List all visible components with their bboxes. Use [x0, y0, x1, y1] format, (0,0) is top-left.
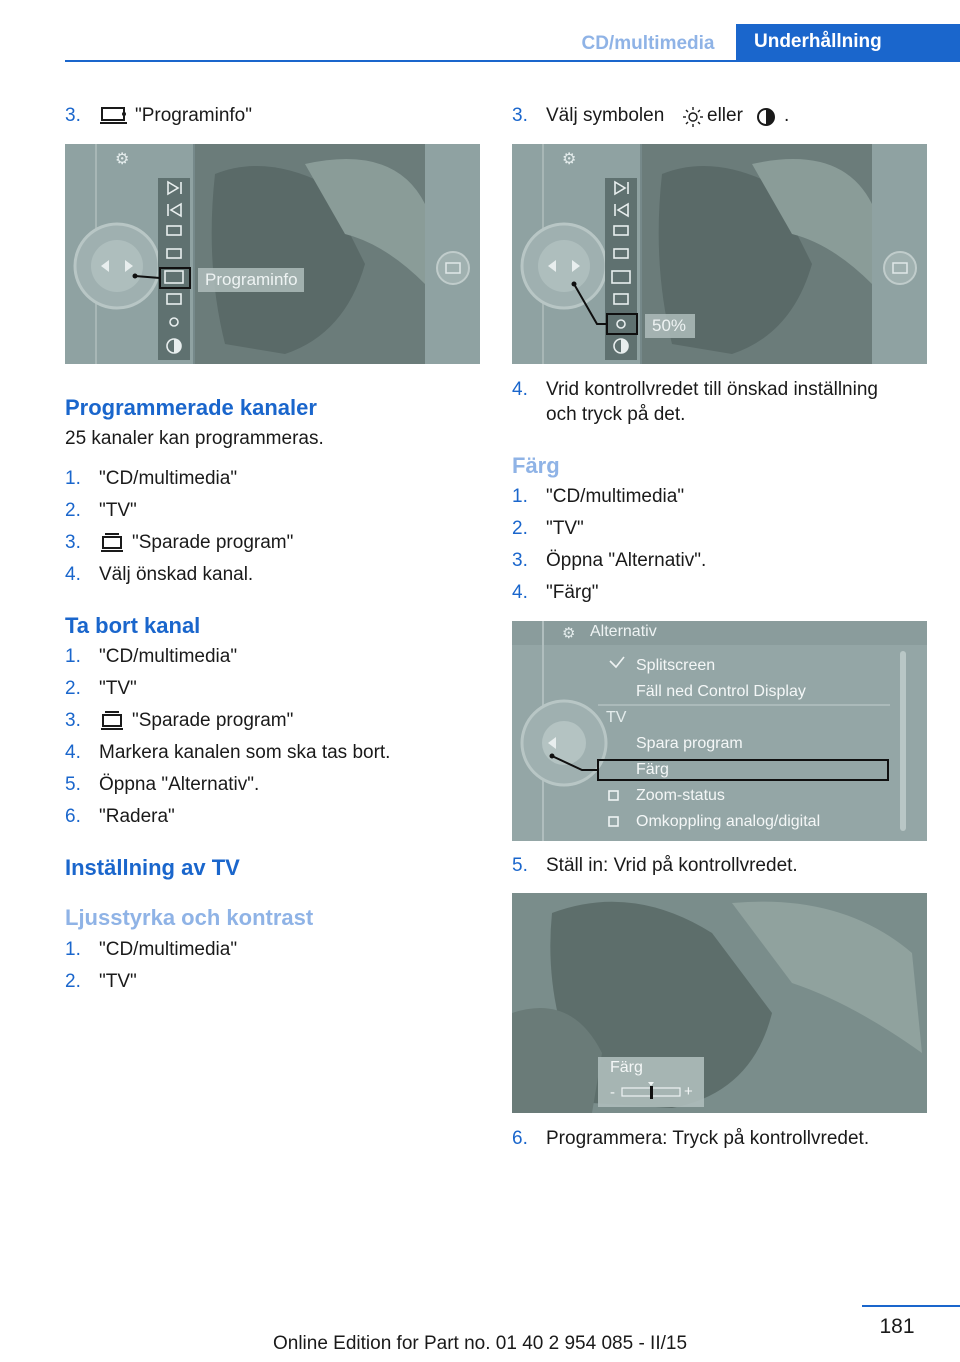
header-tab-cd-multimedia: CD/multimedia	[581, 32, 715, 54]
menu-item-zoom-status[interactable]: Zoom-status	[636, 787, 725, 804]
stored-programs-icon	[99, 533, 125, 553]
shot1-label: Programinfo	[205, 270, 298, 289]
menu-item-splitscreen[interactable]: Splitscreen	[636, 657, 716, 674]
menu-background	[512, 621, 927, 841]
menu-item-color[interactable]: Färg	[636, 761, 669, 778]
svg-text:⚙: ⚙	[562, 625, 576, 642]
tv-screen-image	[512, 893, 927, 1113]
svg-text:⚙: ⚙	[115, 151, 130, 168]
menu-section-tv: TV	[606, 709, 627, 726]
footer-rule	[862, 1305, 960, 1307]
edition-note: Online Edition for Part no. 01 40 2 954 085 - II/15	[272, 1333, 688, 1354]
programmed-intro: 25 kanaler kan programmeras.	[65, 428, 324, 449]
stored-programs-icon	[99, 711, 125, 731]
tv-screen-icon	[99, 106, 129, 126]
menu-item-fold-display[interactable]: Fäll ned Control Display	[636, 683, 806, 700]
programmed-heading: Programmerade kanaler	[65, 395, 317, 420]
menu-item-store-program[interactable]: Spara program	[636, 735, 743, 752]
delete-heading: Ta bort kanal	[65, 613, 201, 638]
header-rule	[65, 60, 960, 62]
menu-title: Alternativ	[590, 623, 657, 640]
page-number: 181	[879, 1315, 915, 1338]
contrast-icon	[755, 106, 777, 128]
screenshot-color-slider	[512, 893, 927, 1113]
screenshot-options-menu	[512, 621, 927, 841]
screenshot-brightness	[512, 144, 927, 364]
step-text: "Programinfo"	[135, 105, 252, 126]
tv-screen-image	[65, 144, 480, 364]
shot2-label: 50%	[652, 316, 687, 335]
slider-thumb[interactable]	[650, 1086, 653, 1099]
svg-text:⚙: ⚙	[562, 151, 577, 168]
menu-item-switch-analog-digital[interactable]: Omkoppling analog/digital	[636, 813, 821, 830]
slider-label: Färg	[610, 1059, 643, 1076]
screenshot-program-info	[65, 144, 480, 364]
brightness-icon	[682, 106, 704, 128]
color-heading: Färg	[512, 453, 560, 478]
header-tab-underhallning: Underhållning	[736, 24, 960, 60]
slider-minus[interactable]: -	[610, 1084, 615, 1101]
slider-plus[interactable]: +	[684, 1083, 693, 1100]
tv-screen-image	[512, 144, 927, 364]
tv-settings-heading: Inställning av TV	[65, 855, 240, 880]
step-number: 3.	[65, 105, 81, 126]
brightness-heading: Ljusstyrka och kontrast	[65, 905, 314, 930]
